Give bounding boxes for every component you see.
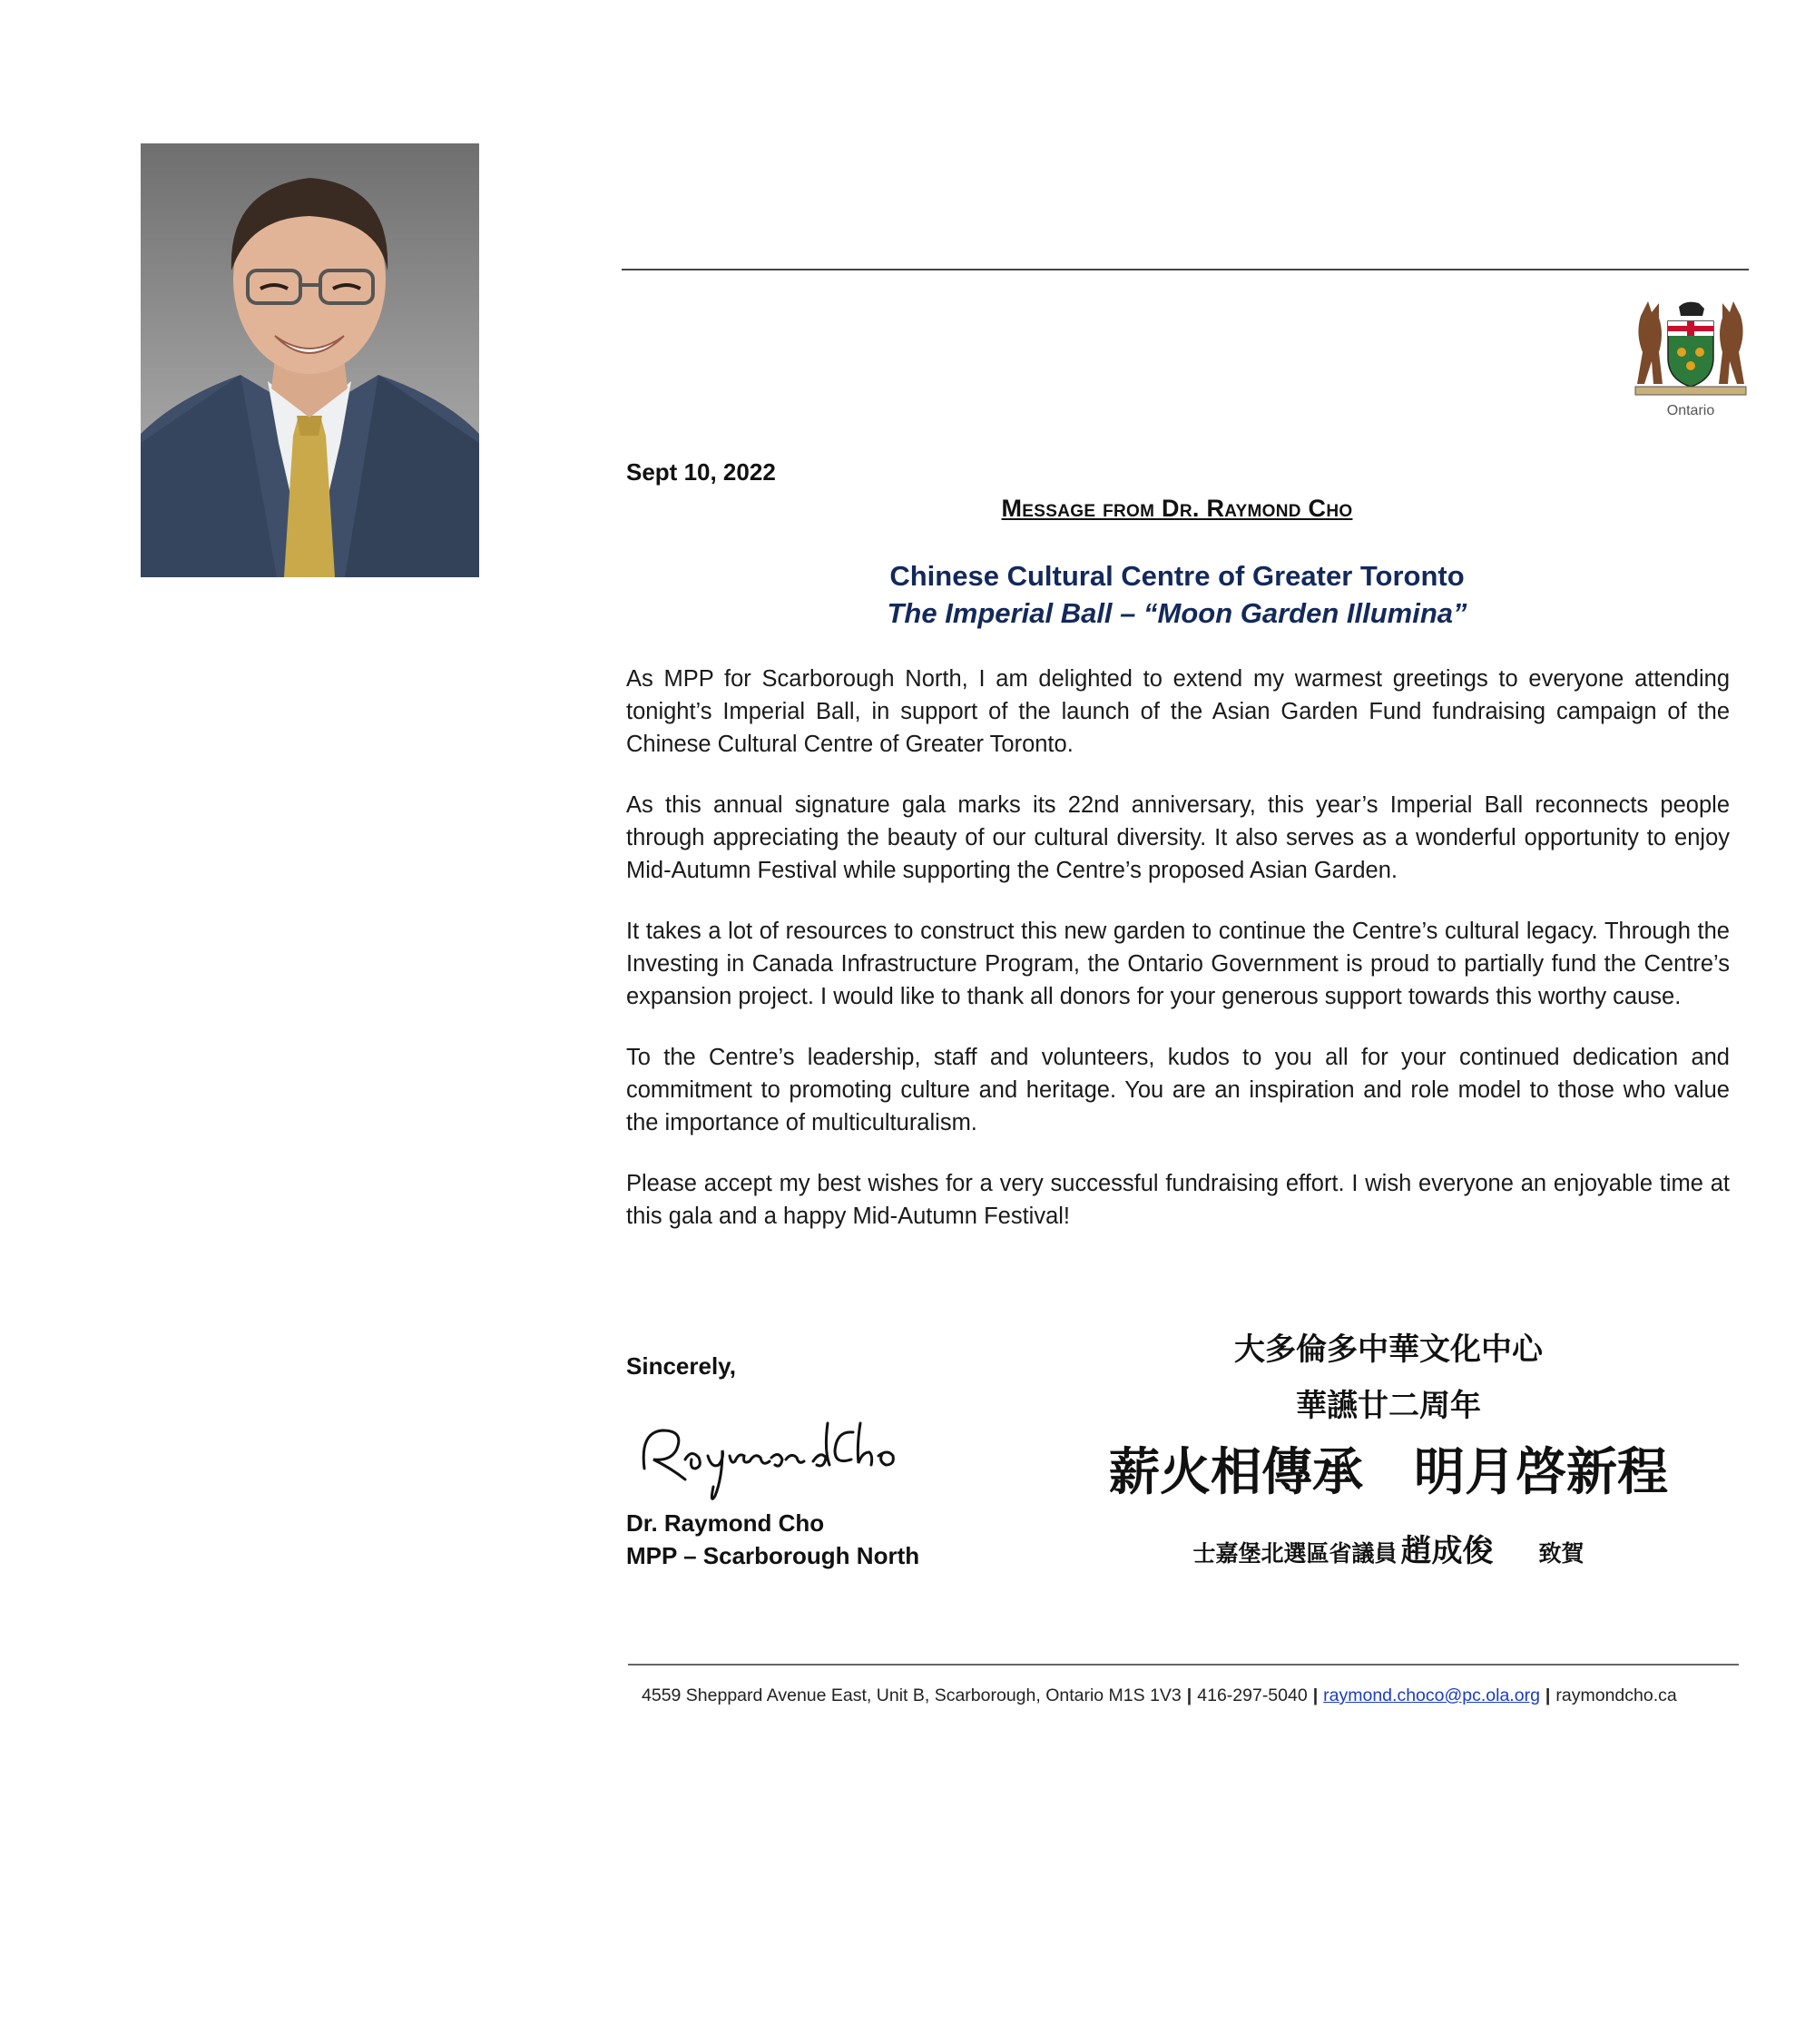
chinese-motto: 薪火相傳承 明月啓新程 [1109,1443,1668,1502]
contact-footer [642,1685,1677,1706]
paragraph: Please accept my best wishes for a very successful fundraising effort. I wish everyone an enjoyable time at this gala and a happy Mid-Autumn Festival! [626,1171,1730,1229]
paragraph: It takes a lot of resources to construct this new garden to continue the Centre’s cultural legacy. Through the Investing in Canada Infrastructure Program, the Ontario Government is proud to partially fund the Centre’s expansion project. I would like to thank all donors for your generous support towards this worthy cause. [626,919,1730,1009]
letter-body [626,663,1730,1261]
chinese-organization: 大多倫多中華文化中心 [1234,1332,1543,1368]
signer-block [626,1507,919,1572]
paragraph: As MPP for Scarborough North, I am delighted to extend my warmest greetings to everyone attending tonight’s Imperial Ball, in support of the launch of the Asian Garden Fund fundraising campaign of the Chinese Cultural Centre of Greater Toronto. [626,666,1730,757]
footer-phone: 416-297-5040 [1197,1685,1308,1705]
chinese-anniversary: 華讌廿二周年 [1296,1388,1481,1424]
coat-of-arms-icon [1632,298,1750,402]
portrait-photo [141,143,479,577]
event-heading [626,557,1728,632]
letter-date: Sept 10, 2022 [626,458,776,486]
organization-name: Chinese Cultural Centre of Greater Toronto [889,560,1465,592]
chinese-sign-greeting: 致賀 [1538,1540,1584,1567]
chinese-sign-prefix: 士嘉堡北選區省議員 [1192,1540,1398,1567]
message-title: Message from Dr. Raymond Cho [1001,495,1353,522]
crest-label: Ontario [1666,403,1715,418]
paragraph: To the Centre’s leadership, staff and volunteers, kudos to you all for your continued dedication and commitment to promoting culture and heritage. You are an inspiration and role model to those who value the importance of multiculturalism. [626,1045,1730,1135]
footer-separator: | [1186,1685,1192,1705]
event-name: The Imperial Ball – “Moon Garden Illumina” [887,597,1467,629]
handwritten-signature [635,1405,908,1514]
chinese-signoff [1080,1526,1697,1570]
chinese-greeting [1080,1328,1697,1570]
footer-email-link[interactable]: raymond.choco@pc.ola.org [1323,1685,1540,1705]
top-divider [622,269,1749,270]
chinese-sign-name: 趙成俊 [1400,1533,1494,1569]
ontario-crest [1627,298,1754,425]
paragraph: As this annual signature gala marks its 22nd anniversary, this year’s Imperial Ball reconnects people through appreciating the beauty of our cultural diversity. It also serves as a wonderful opportunity to enjoy Mid-Autumn Festival while supporting the Centre’s proposed Asian Garden. [626,792,1730,883]
signer-name: Dr. Raymond Cho [626,1509,825,1537]
footer-separator: | [1312,1685,1319,1705]
closing-salutation: Sincerely, [626,1352,736,1380]
footer-address: 4559 Sheppard Avenue East, Unit B, Scarborough, Ontario M1S 1V3 [642,1685,1182,1705]
bottom-divider [628,1664,1739,1666]
footer-website: raymondcho.ca [1555,1685,1677,1705]
signer-title: MPP – Scarborough North [626,1542,920,1569]
footer-separator: | [1545,1685,1551,1705]
